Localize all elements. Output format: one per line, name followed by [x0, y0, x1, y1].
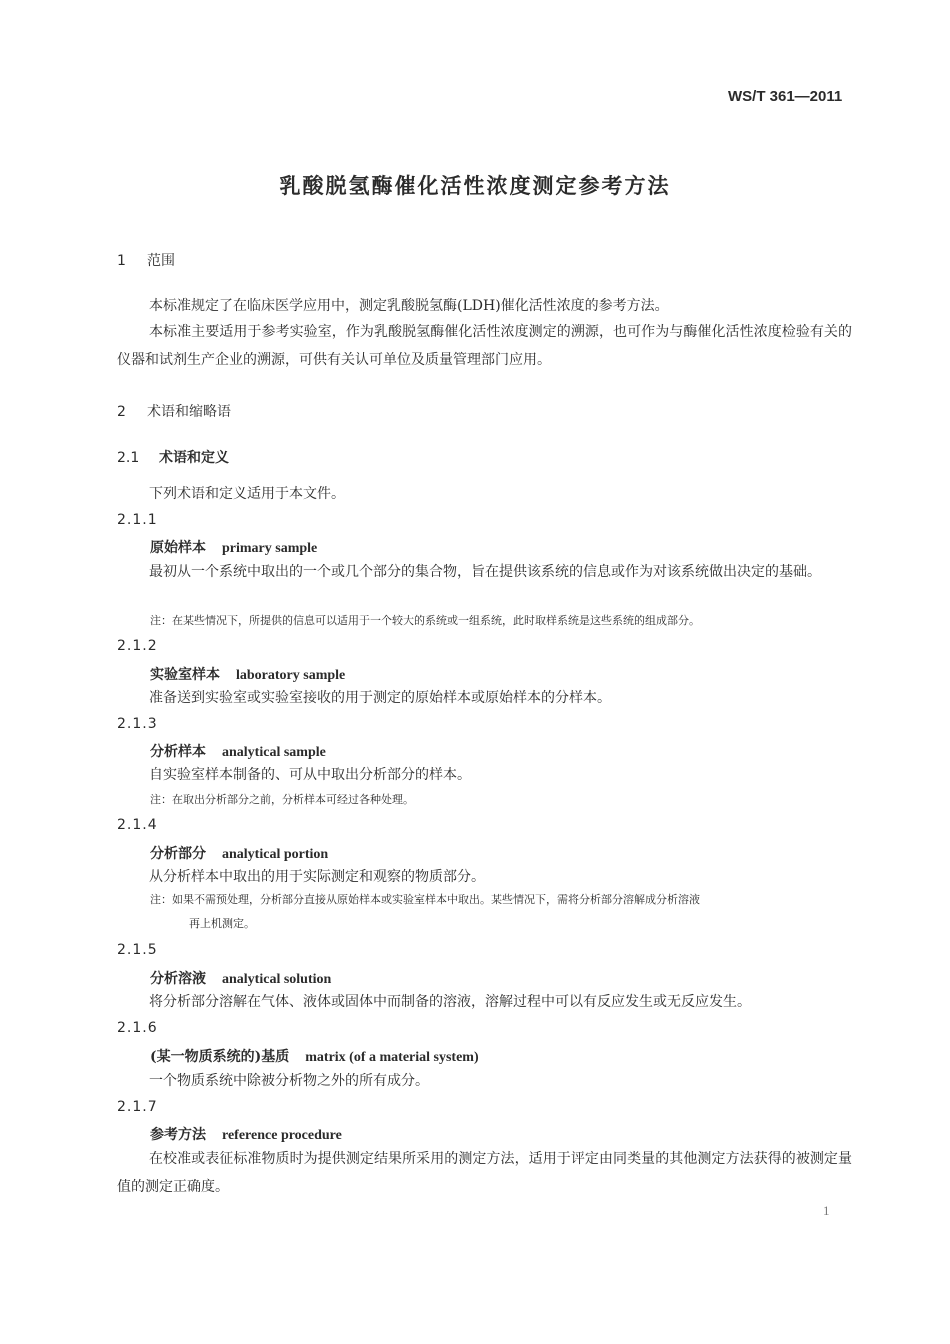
- term-zh: 分析溶液: [150, 971, 206, 987]
- term-definition: 自实验室样本制备的、可从中取出分析部分的样本。: [149, 767, 471, 783]
- term-zh: 分析样本: [150, 744, 206, 760]
- page-number: 1: [823, 1203, 830, 1218]
- term-heading: [150, 843, 328, 863]
- term-en: matrix (of a material system): [305, 1050, 479, 1065]
- term-heading: [150, 664, 345, 684]
- term-zh: 原始样本: [150, 540, 206, 556]
- section-title: 范围: [147, 253, 175, 269]
- term-number: 2.1.2: [117, 638, 158, 654]
- term-note: 注：在某些情况下，所提供的信息可以适用于一个较大的系统或一组系统，此时取样系统是这些系统的组成部分。: [150, 614, 700, 627]
- term-definition: 准备送到实验室或实验室接收的用于测定的原始样本或原始样本的分样本。: [149, 690, 611, 706]
- paragraph: 下列术语和定义适用于本文件。: [149, 486, 345, 502]
- term-definition: 从分析样本中取出的用于实际测定和观察的物质部分。: [149, 869, 485, 885]
- subsection-2-1-heading: [117, 447, 229, 467]
- term-heading: [150, 968, 331, 988]
- section-number: 1: [117, 253, 126, 269]
- subsection-title: 术语和定义: [159, 450, 229, 466]
- term-number: 2.1.7: [117, 1099, 158, 1115]
- section-number: 2: [117, 404, 126, 420]
- term-zh: 参考方法: [150, 1127, 206, 1143]
- term-en: laboratory sample: [236, 668, 346, 683]
- term-zh: 实验室样本: [150, 667, 220, 683]
- term-number: 2.1.4: [117, 817, 158, 833]
- section-2-heading: [117, 401, 231, 421]
- term-number: 2.1.3: [117, 716, 158, 732]
- term-heading: [150, 1124, 342, 1144]
- term-heading: [150, 1046, 479, 1066]
- section-1-heading: [117, 250, 175, 270]
- standard-code: WS/T 361—2011: [728, 88, 843, 105]
- term-definition: 将分析部分溶解在气体、液体或固体中而制备的溶液，溶解过程中可以有反应发生或无反应发生。: [149, 994, 751, 1010]
- term-heading: [150, 537, 317, 557]
- paragraph: 本标准规定了在临床医学应用中，测定乳酸脱氢酶(LDH)催化活性浓度的参考方法。: [149, 298, 669, 314]
- section-title: 术语和缩略语: [147, 404, 231, 420]
- term-en: analytical portion: [222, 847, 329, 862]
- term-number: 2.1.5: [117, 942, 158, 958]
- term-note: 注：在取出分析部分之前，分析样本可经过各种处理。: [150, 793, 414, 806]
- paragraph: 本标准主要适用于参考实验室，作为乳酸脱氢酶催化活性浓度测定的溯源，也可作为与酶催化活性浓度检验有关的仪器和试剂生产企业的溯源，可供有关认可单位及质量管理部门应用。: [117, 324, 852, 368]
- term-zh: (某一物质系统的)基质: [150, 1049, 290, 1065]
- subsection-number: 2.1: [117, 450, 140, 466]
- term-zh: 分析部分: [150, 846, 206, 862]
- term-heading: [150, 741, 326, 761]
- term-en: analytical sample: [222, 745, 326, 760]
- term-en: primary sample: [222, 541, 318, 556]
- term-note: 注：如果不需预处理，分析部分直接从原始样本或实验室样本中取出。某些情况下，需将分析部分溶解成分析溶液: [150, 893, 700, 906]
- term-definition: 在校准或表征标准物质时为提供测定结果所采用的测定方法，适用于评定由同类量的其他测定方法获得的被测定量值的测定正确度。: [117, 1151, 852, 1195]
- document-title: 乳酸脱氢酶催化活性浓度测定参考方法: [279, 174, 671, 198]
- term-number: 2.1.6: [117, 1020, 158, 1036]
- term-note-continuation: 再上机测定。: [189, 917, 255, 930]
- term-definition: 一个物质系统中除被分析物之外的所有成分。: [149, 1073, 429, 1089]
- term-en: reference procedure: [222, 1128, 342, 1143]
- term-en: analytical solution: [222, 972, 332, 987]
- term-definition: 最初从一个系统中取出的一个或几个部分的集合物，旨在提供该系统的信息或作为对该系统做出决定的基础。: [149, 564, 821, 580]
- term-number: 2.1.1: [117, 512, 158, 528]
